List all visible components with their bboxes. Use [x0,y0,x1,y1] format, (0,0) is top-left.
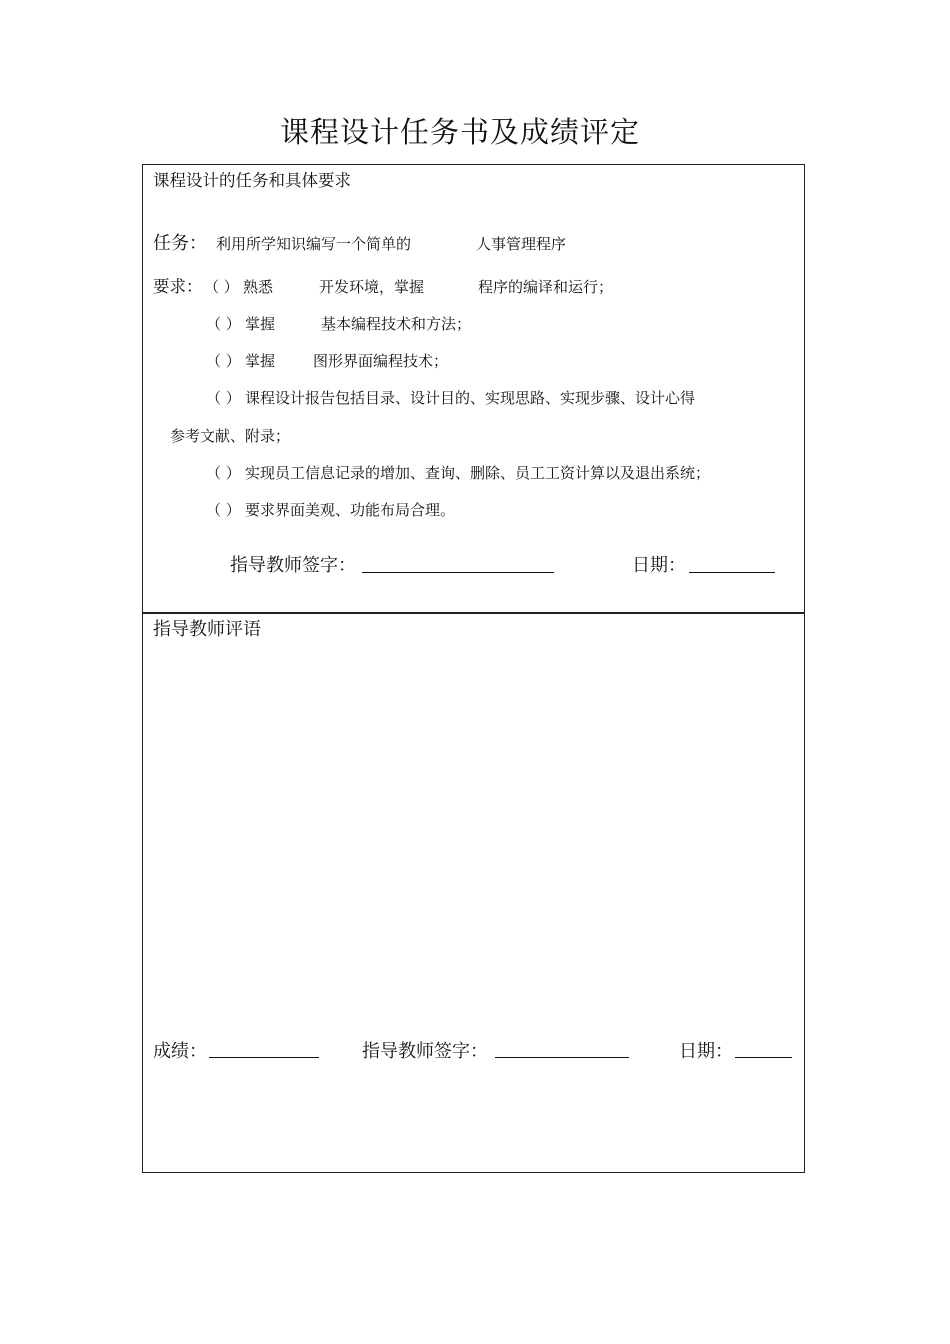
req1-paren: （ ） [204,278,239,296]
task-text-a: 利用所学知识编写一个简单的 [216,235,412,253]
req6-a: 要求界面美观、功能布局合理。 [245,501,456,519]
req6-paren: （ ） [206,501,241,519]
date-label-2: 日期： [679,1041,733,1062]
teacher-signature-label: 指导教师签字： [230,555,356,576]
req3-paren: （ ） [206,352,241,370]
section1-heading: 课程设计的任务和具体要求 [153,171,351,190]
grade-line[interactable] [209,1057,319,1058]
date-line[interactable] [689,572,775,573]
task-text-b: 人事管理程序 [476,235,567,253]
task-label: 任务： [153,233,207,254]
teacher-comments-box [142,612,805,1173]
req4-a: 课程设计报告包括目录、设计目的、实现思路、实现步骤、设计心得 [245,389,696,407]
req2-a: 掌握 [245,315,276,333]
req2-b: 基本编程技术和方法； [321,315,472,333]
req3-b: 图形界面编程技术； [313,352,449,370]
teacher-signature-label-2: 指导教师签字： [362,1041,488,1062]
req4-continued: 参考文献、附录； [170,427,291,445]
date-label: 日期： [632,555,686,576]
date-line-2[interactable] [735,1057,792,1058]
req3-a: 掌握 [245,352,276,370]
req2-paren: （ ） [206,315,241,333]
req5-paren: （ ） [206,464,241,482]
req1-c: 程序的编译和运行； [478,278,614,296]
req1-a: 熟悉 [243,278,274,296]
grade-label: 成绩： [153,1041,207,1062]
page-title: 课程设计任务书及成绩评定 [279,115,640,149]
req4-paren: （ ） [206,389,241,407]
section2-heading: 指导教师评语 [153,619,261,640]
teacher-signature-line[interactable] [362,572,554,573]
requirements-label: 要求： [153,277,203,296]
teacher-signature-line-2[interactable] [495,1057,629,1058]
req5-a: 实现员工信息记录的增加、查询、删除、员工工资计算以及退出系统； [245,464,711,482]
req1-b: 开发环境，掌握 [319,278,425,296]
